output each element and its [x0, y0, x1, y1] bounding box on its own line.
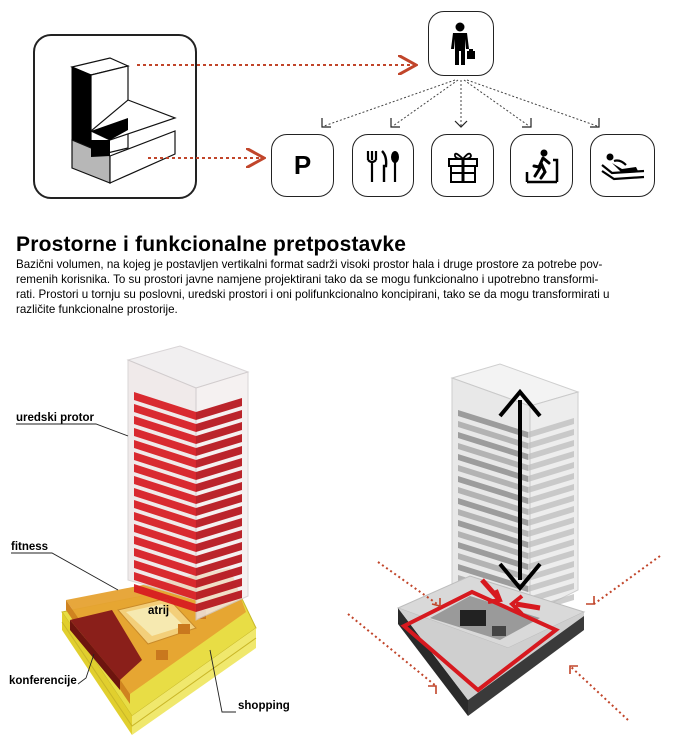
- description-line: različite funkcionalne prostorije.: [16, 303, 178, 316]
- parking-icon: P: [293, 150, 312, 180]
- label-fitness: fitness: [11, 541, 49, 553]
- description-line: Bazični volumen, na kojeg je postavljen vertikalni format sadrži visoki prostor hala i druge prostore za potrebe pov-: [16, 258, 603, 271]
- label-shopping: shopping: [238, 700, 290, 712]
- section-heading: Prostorne i funkcionalne pretpostavke: [16, 233, 407, 256]
- label-atrium: atrij: [148, 605, 170, 617]
- description-line: rati. Prostori u tornju su poslovni, uredski prostori i oni polifunkcionalno koncipirani, tako se da mogu transformirati u: [16, 288, 610, 301]
- label-conference: konferencije: [9, 675, 77, 687]
- description-line: remenih korisnika. To su prostori javne namjene projektirani tako da se mogu funkcionalno i upotrebno transformi-: [16, 273, 599, 286]
- label-office: uredski protor: [16, 412, 94, 424]
